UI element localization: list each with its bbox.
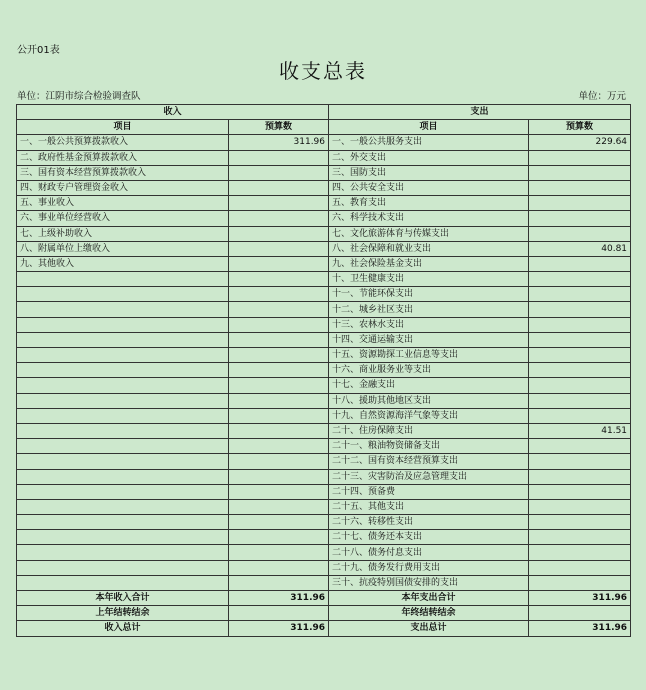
- expense-amount-cell: [529, 575, 631, 590]
- table-row: [17, 408, 631, 423]
- income-amount-cell: [229, 256, 329, 271]
- income-item-cell: [17, 575, 229, 590]
- expense-item-cell: 二十三、灾害防治及应急管理支出: [329, 469, 529, 484]
- income-item-cell: [17, 423, 229, 438]
- expense-amount-cell: [529, 180, 631, 195]
- expense-amount-cell: [529, 150, 631, 165]
- expense-amount-cell: [529, 560, 631, 575]
- expense-item-cell: 三、国防支出: [329, 165, 529, 180]
- income-amount-cell: [229, 439, 329, 454]
- table-row: [17, 515, 631, 530]
- section-header-row: [17, 105, 631, 120]
- summary-table: [16, 104, 631, 637]
- expense-amount-cell: [529, 545, 631, 560]
- expense-amount-cell: 311.96: [529, 591, 631, 606]
- income-amount-cell: [229, 530, 329, 545]
- table-row: [17, 530, 631, 545]
- income-item-cell: [17, 272, 229, 287]
- income-amount-cell: [229, 287, 329, 302]
- expense-amount-cell: [529, 530, 631, 545]
- income-item-cell: [17, 317, 229, 332]
- table-row: [17, 499, 631, 514]
- income-item-cell: [17, 484, 229, 499]
- table-row: [17, 393, 631, 408]
- income-item-cell: [17, 287, 229, 302]
- income-item-cell: 五、事业收入: [17, 196, 229, 211]
- table-row: [17, 575, 631, 590]
- expense-amount-cell: [529, 226, 631, 241]
- expense-amount-cell: [529, 196, 631, 211]
- table-row: [17, 348, 631, 363]
- table-row: [17, 545, 631, 560]
- expense-amount-cell: [529, 606, 631, 621]
- expense-item-cell: 二十、住房保障支出: [329, 423, 529, 438]
- expense-item-cell: 十一、节能环保支出: [329, 287, 529, 302]
- expense-item-cell: 支出总计: [329, 621, 529, 636]
- expense-item-cell: 本年支出合计: [329, 591, 529, 606]
- expense-item-cell: 十四、交通运输支出: [329, 332, 529, 347]
- table-row: [17, 135, 631, 150]
- income-item-cell: 本年收入合计: [17, 591, 229, 606]
- expense-item-cell: 一、一般公共服务支出: [329, 135, 529, 150]
- income-amount-cell: 311.96: [229, 621, 329, 636]
- table-row: [17, 378, 631, 393]
- income-amount-cell: [229, 196, 329, 211]
- expense-item-cell: 四、公共安全支出: [329, 180, 529, 195]
- expense-amount-cell: [529, 272, 631, 287]
- table-row: [17, 256, 631, 271]
- expense-item-cell: 二十二、国有资本经营预算支出: [329, 454, 529, 469]
- income-amount-cell: [229, 363, 329, 378]
- income-item-cell: [17, 530, 229, 545]
- expense-item-cell: 十九、自然资源海洋气象等支出: [329, 408, 529, 423]
- table-row: [17, 241, 631, 256]
- expense-amount-cell: [529, 499, 631, 514]
- income-amount-cell: [229, 499, 329, 514]
- expense-item-cell: 二十七、债务还本支出: [329, 530, 529, 545]
- table-row: [17, 272, 631, 287]
- expense-item-cell: 十五、资源勘探工业信息等支出: [329, 348, 529, 363]
- income-amount-cell: [229, 302, 329, 317]
- unit-organization: 单位：江阴市综合检验调查队: [17, 91, 141, 102]
- income-item-cell: [17, 439, 229, 454]
- expense-item-cell: 二十一、粮油物资储备支出: [329, 439, 529, 454]
- expense-item-cell: 十八、援助其他地区支出: [329, 393, 529, 408]
- income-amount-cell: [229, 515, 329, 530]
- expense-amount-cell: [529, 454, 631, 469]
- income-amount-cell: [229, 408, 329, 423]
- income-amount-cell: [229, 393, 329, 408]
- income-item-cell: 上年结转结余: [17, 606, 229, 621]
- table-row: [17, 180, 631, 195]
- income-amount-cell: [229, 317, 329, 332]
- expense-item-cell: 二十六、转移性支出: [329, 515, 529, 530]
- income-item-cell: [17, 393, 229, 408]
- income-item-cell: [17, 378, 229, 393]
- expense-item-cell: 五、教育支出: [329, 196, 529, 211]
- form-number: 公开01表: [17, 45, 60, 56]
- expense-item-cell: 三十、抗疫特别国债安排的支出: [329, 575, 529, 590]
- income-amount-cell: 311.96: [229, 135, 329, 150]
- expense-amount-cell: [529, 332, 631, 347]
- expense-item-cell: 二十五、其他支出: [329, 499, 529, 514]
- income-amount-cell: [229, 469, 329, 484]
- income-item-cell: [17, 363, 229, 378]
- table-row: [17, 211, 631, 226]
- expense-amount-cell: [529, 439, 631, 454]
- expense-item-cell: 十三、农林水支出: [329, 317, 529, 332]
- expense-amount-cell: 40.81: [529, 241, 631, 256]
- expense-item-cell: 十六、商业服务业等支出: [329, 363, 529, 378]
- income-amount-cell: [229, 454, 329, 469]
- income-item-cell: 三、国有资本经营预算拨款收入: [17, 165, 229, 180]
- expense-amount-cell: 229.64: [529, 135, 631, 150]
- income-amount-cell: [229, 332, 329, 347]
- expense-amount-cell: [529, 393, 631, 408]
- table-row: [17, 469, 631, 484]
- income-section-header: 收入: [17, 105, 329, 120]
- expense-amount-cell: [529, 469, 631, 484]
- income-amount-cell: [229, 165, 329, 180]
- income-amount-cell: [229, 180, 329, 195]
- income-item-cell: 八、附属单位上缴收入: [17, 241, 229, 256]
- table-row: [17, 150, 631, 165]
- income-item-cell: 收入总计: [17, 621, 229, 636]
- expense-section-header: 支出: [329, 105, 631, 120]
- income-amount-cell: [229, 241, 329, 256]
- expense-amount-cell: [529, 256, 631, 271]
- expense-amount-cell: [529, 287, 631, 302]
- income-item-cell: [17, 545, 229, 560]
- expense-item-header: 项目: [329, 120, 529, 135]
- income-item-cell: 一、一般公共预算拨款收入: [17, 135, 229, 150]
- total-row: [17, 621, 631, 636]
- income-item-cell: [17, 454, 229, 469]
- income-amount-cell: [229, 560, 329, 575]
- expense-amount-cell: [529, 211, 631, 226]
- income-item-cell: [17, 469, 229, 484]
- income-amount-cell: [229, 226, 329, 241]
- expense-item-cell: 二十九、债务发行费用支出: [329, 560, 529, 575]
- expense-item-cell: 十二、城乡社区支出: [329, 302, 529, 317]
- income-item-cell: [17, 348, 229, 363]
- income-budget-header: 预算数: [229, 120, 329, 135]
- table-row: [17, 484, 631, 499]
- expense-amount-cell: [529, 363, 631, 378]
- total-row: [17, 591, 631, 606]
- table-row: [17, 165, 631, 180]
- income-item-cell: [17, 302, 229, 317]
- expense-amount-cell: [529, 515, 631, 530]
- income-amount-cell: [229, 606, 329, 621]
- expense-item-cell: 八、社会保障和就业支出: [329, 241, 529, 256]
- expense-item-cell: 十、卫生健康支出: [329, 272, 529, 287]
- expense-item-cell: 二、外交支出: [329, 150, 529, 165]
- table-row: [17, 423, 631, 438]
- expense-amount-cell: [529, 484, 631, 499]
- table-row: [17, 363, 631, 378]
- income-amount-cell: [229, 378, 329, 393]
- income-amount-cell: [229, 348, 329, 363]
- income-item-cell: [17, 515, 229, 530]
- table-row: [17, 196, 631, 211]
- expense-item-cell: 九、社会保险基金支出: [329, 256, 529, 271]
- expense-item-cell: 六、科学技术支出: [329, 211, 529, 226]
- income-amount-cell: [229, 211, 329, 226]
- table-body: [17, 135, 631, 591]
- expense-item-cell: 二十四、预备费: [329, 484, 529, 499]
- income-amount-cell: 311.96: [229, 591, 329, 606]
- expense-amount-cell: [529, 348, 631, 363]
- income-item-header: 项目: [17, 120, 229, 135]
- expense-amount-cell: 41.51: [529, 423, 631, 438]
- column-header-row: [17, 120, 631, 135]
- table-row: [17, 287, 631, 302]
- expense-amount-cell: [529, 165, 631, 180]
- table-row: [17, 226, 631, 241]
- unit-currency: 单位：万元: [578, 91, 626, 102]
- income-amount-cell: [229, 545, 329, 560]
- table-row: [17, 454, 631, 469]
- expense-item-cell: 七、文化旅游体育与传媒支出: [329, 226, 529, 241]
- table-row: [17, 302, 631, 317]
- expense-budget-header: 预算数: [529, 120, 631, 135]
- income-item-cell: [17, 408, 229, 423]
- income-item-cell: 四、财政专户管理资金收入: [17, 180, 229, 195]
- income-amount-cell: [229, 150, 329, 165]
- income-item-cell: 九、其他收入: [17, 256, 229, 271]
- income-item-cell: [17, 332, 229, 347]
- table-row: [17, 439, 631, 454]
- expense-amount-cell: [529, 408, 631, 423]
- income-item-cell: [17, 499, 229, 514]
- expense-amount-cell: [529, 302, 631, 317]
- expense-item-cell: 十七、金融支出: [329, 378, 529, 393]
- income-item-cell: 二、政府性基金预算拨款收入: [17, 150, 229, 165]
- expense-item-cell: 年终结转结余: [329, 606, 529, 621]
- table-row: [17, 317, 631, 332]
- income-amount-cell: [229, 484, 329, 499]
- income-amount-cell: [229, 423, 329, 438]
- income-item-cell: 六、事业单位经营收入: [17, 211, 229, 226]
- expense-amount-cell: [529, 378, 631, 393]
- expense-item-cell: 二十八、债务付息支出: [329, 545, 529, 560]
- income-amount-cell: [229, 272, 329, 287]
- expense-amount-cell: [529, 317, 631, 332]
- income-item-cell: [17, 560, 229, 575]
- expense-amount-cell: 311.96: [529, 621, 631, 636]
- table-row: [17, 332, 631, 347]
- total-row: [17, 606, 631, 621]
- income-amount-cell: [229, 575, 329, 590]
- income-item-cell: 七、上级补助收入: [17, 226, 229, 241]
- table-totals: [17, 591, 631, 637]
- page-title: 收支总表: [279, 59, 367, 83]
- table-row: [17, 560, 631, 575]
